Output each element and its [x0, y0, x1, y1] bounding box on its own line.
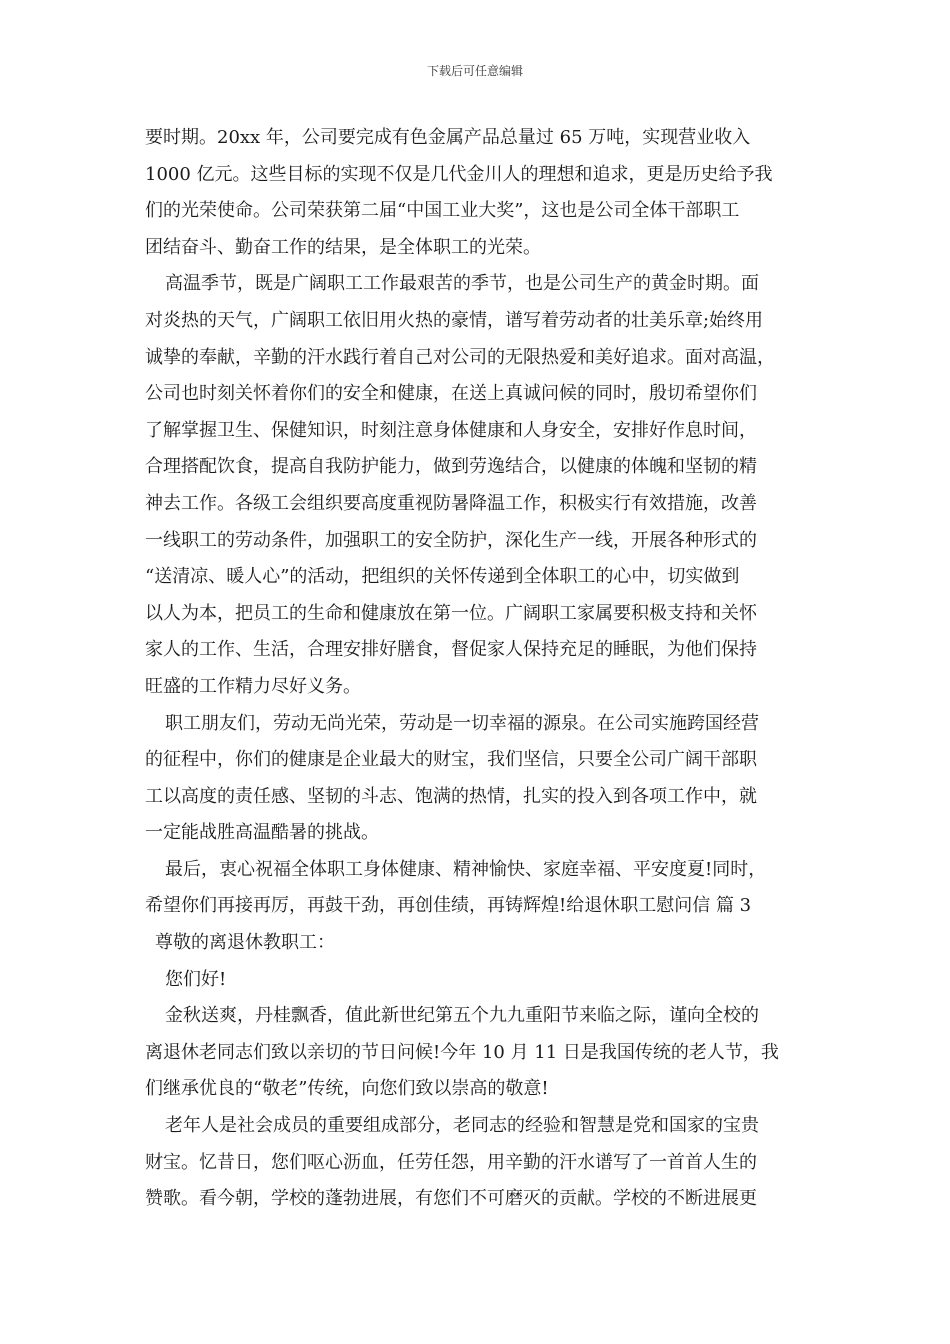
- text-line: 赞歌。看今朝，学校的蓬勃进展，有您们不可磨灭的贡献。学校的不断进展更: [145, 1188, 757, 1210]
- text-line: 了解掌握卫生、保健知识，时刻注意身体健康和人身安全，安排好作息时间，: [145, 419, 757, 441]
- text-line: 一线职工的劳动条件，加强职工的安全防护，深化生产一线，开展各种形式的: [145, 529, 757, 551]
- text-line: 财宝。忆昔日，您们呕心沥血，任劳任怨，用辛勤的汗水谱写了一首首人生的: [145, 1151, 757, 1173]
- text-line: “送清凉、暖人心”的活动，把组织的关怀传递到全体职工的心中，切实做到: [145, 566, 740, 588]
- page-header: 下载后可任意编辑: [426, 64, 523, 78]
- paragraph-start-line: 最后，衷心祝福全体职工身体健康、精神愉快、家庭幸福、平安度夏!同时，: [165, 858, 767, 880]
- text-line: 一定能战胜高温酷暑的挑战。: [145, 822, 379, 844]
- text-line: 合理搭配饮食，提高自我防护能力，做到劳逸结合，以健康的体魄和坚韧的精: [145, 456, 757, 478]
- text-line: 神去工作。各级工会组织要高度重视防暑降温工作，积极实行有效措施，改善: [145, 492, 757, 514]
- greeting-line: 您们好!: [165, 968, 227, 990]
- paragraph-start-line: 老年人是社会成员的重要组成部分，老同志的经验和智慧是党和国家的宝贵: [165, 1115, 759, 1137]
- text-line: 们继承优良的“敬老”传统，向您们致以崇高的敬意!: [145, 1078, 549, 1100]
- text-line: 旺盛的工作精力尽好义务。: [145, 675, 361, 697]
- document-body: [145, 120, 810, 1218]
- paragraph-start-line: 高温季节，既是广阔职工工作最艰苦的季节，也是公司生产的黄金时期。面: [165, 273, 759, 295]
- text-line: 团结奋斗、勤奋工作的结果，是全体职工的光荣。: [145, 236, 541, 258]
- text-line: 1000 亿元。这些目标的实现不仅是几代金川人的理想和追求，更是历史给予我: [145, 163, 773, 185]
- text-line: 希望你们再接再厉，再鼓干劲，再创佳绩，再铸辉煌!给退休职工慰问信 篇 3: [145, 895, 752, 917]
- text-line: 家人的工作、生活，合理安排好膳食，督促家人保持充足的睡眠，为他们保持: [145, 639, 757, 661]
- paragraph-start-line: 职工朋友们，劳动无尚光荣，劳动是一切幸福的源泉。在公司实施跨国经营: [165, 712, 759, 734]
- text-line: 诚挚的奉献，辛勤的汗水践行着自己对公司的无限热爱和美好追求。面对高温，: [145, 346, 775, 368]
- text-line: 的征程中，你们的健康是企业最大的财宝，我们坚信，只要全公司广阔干部职: [145, 749, 757, 771]
- text-line: 对炎热的天气，广阔职工依旧用火热的豪情，谱写着劳动者的壮美乐章;始终用: [145, 309, 764, 331]
- text-line: 公司也时刻关怀着你们的安全和健康，在送上真诚问候的同时，殷切希望你们: [145, 383, 757, 405]
- text-line: 以人为本，把员工的生命和健康放在第一位。广阔职工家属要积极支持和关怀: [145, 602, 757, 624]
- text-line: 离退休老同志们致以亲切的节日问候!今年 10 月 11 日是我国传统的老人节，我: [145, 1041, 779, 1063]
- text-line: 要时期。20xx 年，公司要完成有色金属产品总量过 65 万吨，实现营业收入: [145, 127, 751, 148]
- text-line: 工以高度的责任感、坚韧的斗志、饱满的热情，扎实的投入到各项工作中，就: [145, 785, 757, 807]
- paragraph-start-line: 金秋送爽，丹桂飘香，值此新世纪第五个九九重阳节来临之际，谨向全校的: [165, 1005, 759, 1027]
- salutation-line: 尊敬的离退休教职工：: [155, 932, 335, 954]
- text-line: 们的光荣使命。公司荣获第二届“中国工业大奖”，这也是公司全体干部职工: [145, 200, 740, 222]
